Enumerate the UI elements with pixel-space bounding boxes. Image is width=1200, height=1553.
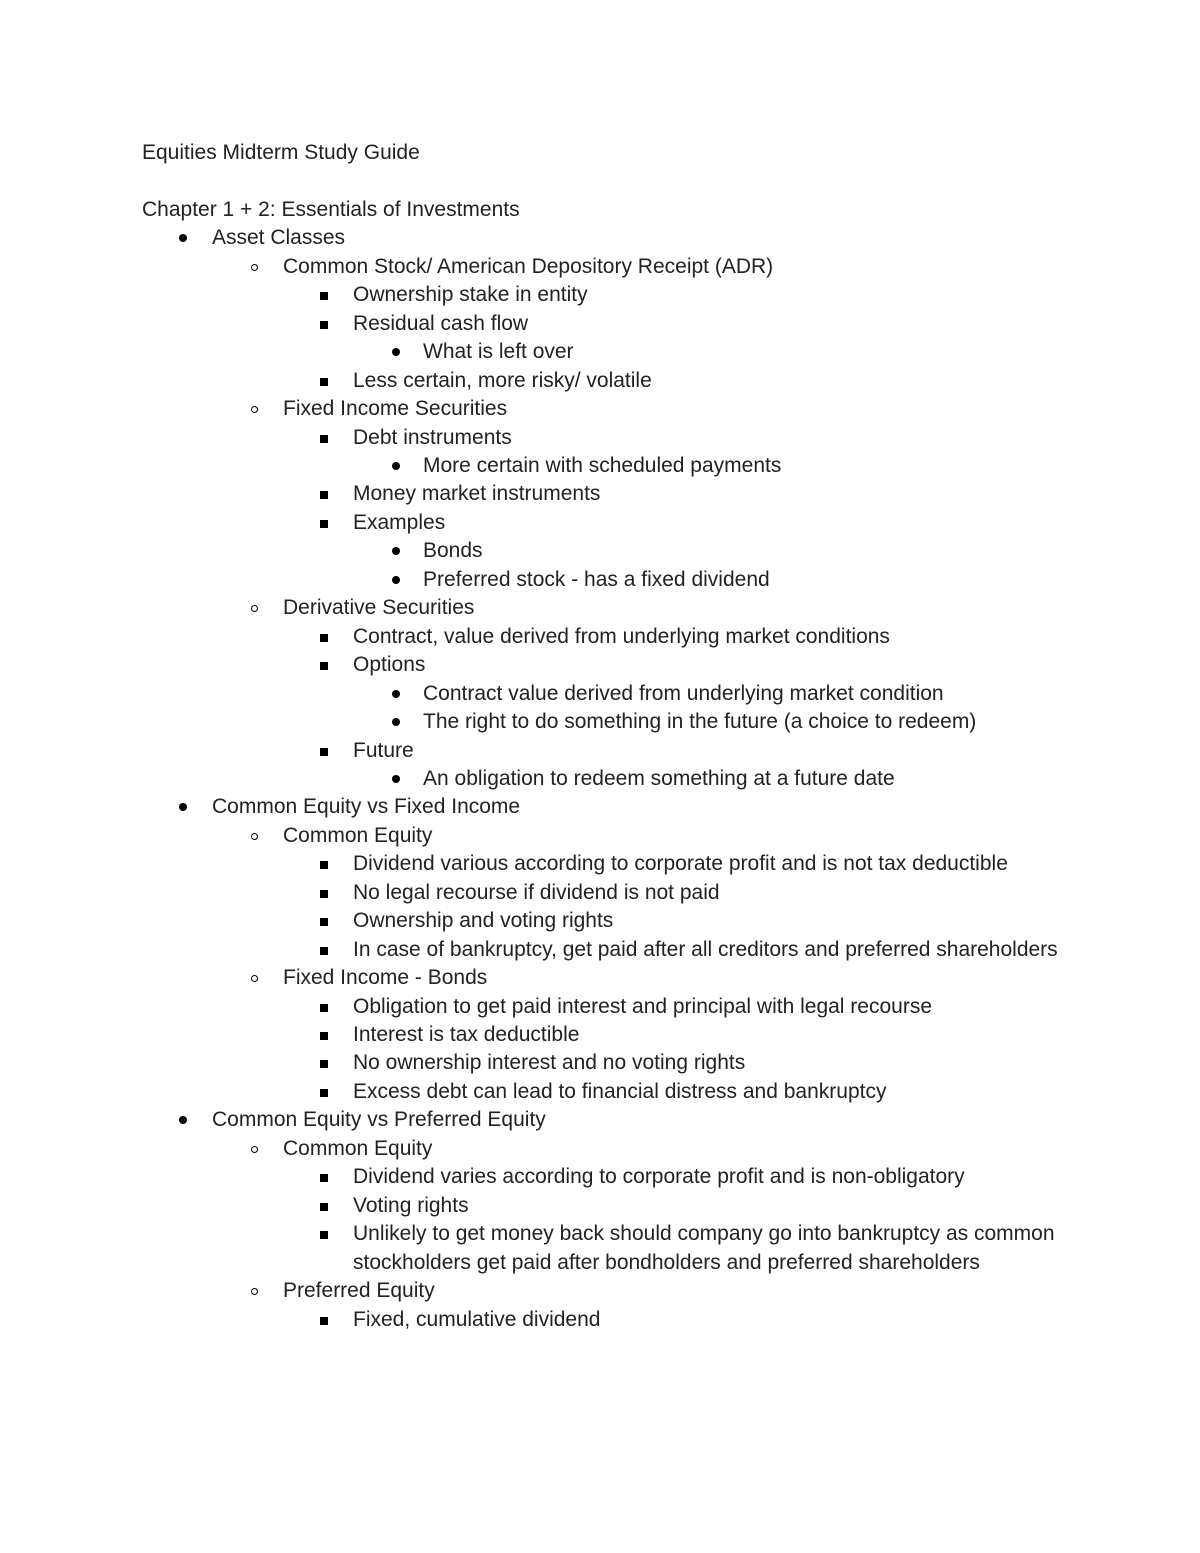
list-item-text: Residual cash flow	[353, 311, 529, 335]
list-item-text: Voting rights	[353, 1193, 469, 1217]
list-item-text: Unlikely to get money back should company go into bankruptcy as common stockholders get paid after bondholders and preferred shareholders	[353, 1222, 1055, 1274]
list-item-text: Derivative Securities	[283, 596, 475, 620]
list-item-text: Money market instruments	[353, 482, 601, 506]
bullet-square-icon	[320, 321, 328, 329]
list-item-text: Common Equity	[283, 823, 433, 847]
list-item	[142, 1192, 1062, 1220]
bullet-circle-icon	[251, 1288, 258, 1295]
list-item	[142, 1277, 1062, 1305]
list-item	[142, 310, 1062, 338]
bullet-square-icon	[320, 918, 328, 926]
bullet-square-icon	[320, 1032, 328, 1040]
bullet-circle-icon	[251, 264, 258, 271]
list-item	[142, 907, 1062, 935]
list-item-text: No legal recourse if dividend is not paid	[353, 880, 720, 904]
list-item	[142, 1306, 1062, 1334]
list-item	[142, 793, 1062, 821]
list-item-text: Fixed Income - Bonds	[283, 966, 488, 990]
list-item-text: An obligation to redeem something at a future date	[423, 766, 895, 790]
bullet-square-icon	[320, 662, 328, 670]
list-item-text: Common Equity	[283, 1136, 433, 1160]
list-item	[142, 1049, 1062, 1077]
list-item	[142, 651, 1062, 679]
list-item	[142, 594, 1062, 622]
bullet-square-icon	[320, 1004, 328, 1012]
document-body	[142, 139, 1062, 1334]
list-item-text: Excess debt can lead to financial distress and bankruptcy	[353, 1079, 887, 1103]
bullet-square-icon	[320, 1174, 328, 1182]
list-item	[142, 1021, 1062, 1049]
list-item	[142, 765, 1062, 793]
list-item	[142, 850, 1062, 878]
list-item-text: Less certain, more risky/ volatile	[353, 368, 652, 392]
bullet-disc-icon	[179, 1116, 187, 1124]
list-item-text: Future	[353, 738, 414, 762]
bullet-square-icon	[320, 435, 328, 443]
list-item	[142, 566, 1062, 594]
list-item	[142, 993, 1062, 1021]
bullet-square-icon	[320, 748, 328, 756]
list-item-text: Common Equity vs Fixed Income	[212, 795, 521, 819]
bullet-square-icon	[320, 491, 328, 499]
bullet-disc-icon	[179, 234, 187, 242]
list-item	[142, 1078, 1062, 1106]
list-item	[142, 737, 1062, 765]
bullet-square-icon	[320, 378, 328, 386]
bullet-disc-icon	[392, 462, 400, 470]
list-item-text: In case of bankruptcy, get paid after all creditors and preferred shareholders	[353, 937, 1058, 961]
bullet-circle-icon	[251, 833, 258, 840]
list-item	[142, 680, 1062, 708]
list-item-text: Common Equity vs Preferred Equity	[212, 1108, 546, 1132]
list-item-text: Debt instruments	[353, 425, 512, 449]
bullet-disc-icon	[392, 718, 400, 726]
chapter-heading: Chapter 1 + 2: Essentials of Investments	[142, 197, 520, 221]
list-item-text: Bonds	[423, 539, 483, 563]
list-item-text: Common Stock/ American Depository Receipt (ADR)	[283, 254, 774, 278]
list-item	[142, 708, 1062, 736]
list-item-text: Fixed Income Securities	[283, 397, 508, 421]
bullet-disc-icon	[392, 547, 400, 555]
list-item-text: Fixed, cumulative dividend	[353, 1307, 601, 1331]
bullet-square-icon	[320, 634, 328, 642]
bullet-disc-icon	[179, 803, 187, 811]
list-item-text: What is left over	[423, 340, 574, 364]
list-item	[142, 253, 1062, 281]
list-item	[142, 1135, 1062, 1163]
outline-list	[142, 224, 1062, 1334]
list-item	[142, 537, 1062, 565]
bullet-circle-icon	[251, 1146, 258, 1153]
list-item	[142, 1106, 1062, 1134]
bullet-circle-icon	[251, 605, 258, 612]
list-item	[142, 509, 1062, 537]
list-item-text: Dividend various according to corporate profit and is not tax deductible	[353, 852, 1008, 876]
list-item-text: Ownership and voting rights	[353, 909, 614, 933]
list-item-text: Interest is tax deductible	[353, 1023, 580, 1047]
list-item-text: Contract value derived from underlying market condition	[423, 681, 944, 705]
bullet-square-icon	[320, 1060, 328, 1068]
list-item-text: Preferred Equity	[283, 1279, 435, 1303]
list-item	[142, 1163, 1062, 1191]
list-item-text: No ownership interest and no voting rights	[353, 1051, 746, 1075]
list-item-text: Preferred stock - has a fixed dividend	[423, 567, 770, 591]
bullet-square-icon	[320, 1231, 328, 1239]
list-item-text: Contract, value derived from underlying market conditions	[353, 624, 890, 648]
bullet-square-icon	[320, 890, 328, 898]
list-item	[142, 623, 1062, 651]
list-item-text: More certain with scheduled payments	[423, 453, 782, 477]
list-item	[142, 452, 1062, 480]
bullet-square-icon	[320, 520, 328, 528]
bullet-circle-icon	[251, 975, 258, 982]
list-item	[142, 964, 1062, 992]
list-item	[142, 338, 1062, 366]
bullet-square-icon	[320, 1317, 328, 1325]
bullet-disc-icon	[392, 690, 400, 698]
bullet-square-icon	[320, 1203, 328, 1211]
document-title: Equities Midterm Study Guide	[142, 141, 420, 164]
list-item-text: Asset Classes	[212, 226, 346, 250]
list-item-text: The right to do something in the future (a choice to redeem)	[423, 710, 977, 734]
bullet-square-icon	[320, 861, 328, 869]
list-item-text: Examples	[353, 510, 446, 534]
list-item	[142, 822, 1062, 850]
list-item	[142, 1220, 1062, 1277]
list-item-text: Dividend varies according to corporate profit and is non-obligatory	[353, 1165, 965, 1189]
list-item	[142, 480, 1062, 508]
bullet-disc-icon	[392, 576, 400, 584]
list-item-text: Obligation to get paid interest and principal with legal recourse	[353, 994, 933, 1018]
bullet-square-icon	[320, 947, 328, 955]
list-item	[142, 936, 1062, 964]
bullet-disc-icon	[392, 348, 400, 356]
bullet-circle-icon	[251, 406, 258, 413]
list-item-text: Options	[353, 653, 426, 677]
list-item	[142, 367, 1062, 395]
bullet-disc-icon	[392, 775, 400, 783]
list-item-text: Ownership stake in entity	[353, 283, 588, 307]
list-item	[142, 879, 1062, 907]
list-item	[142, 281, 1062, 309]
list-item	[142, 424, 1062, 452]
bullet-square-icon	[320, 292, 328, 300]
list-item	[142, 395, 1062, 423]
bullet-square-icon	[320, 1089, 328, 1097]
list-item	[142, 224, 1062, 252]
